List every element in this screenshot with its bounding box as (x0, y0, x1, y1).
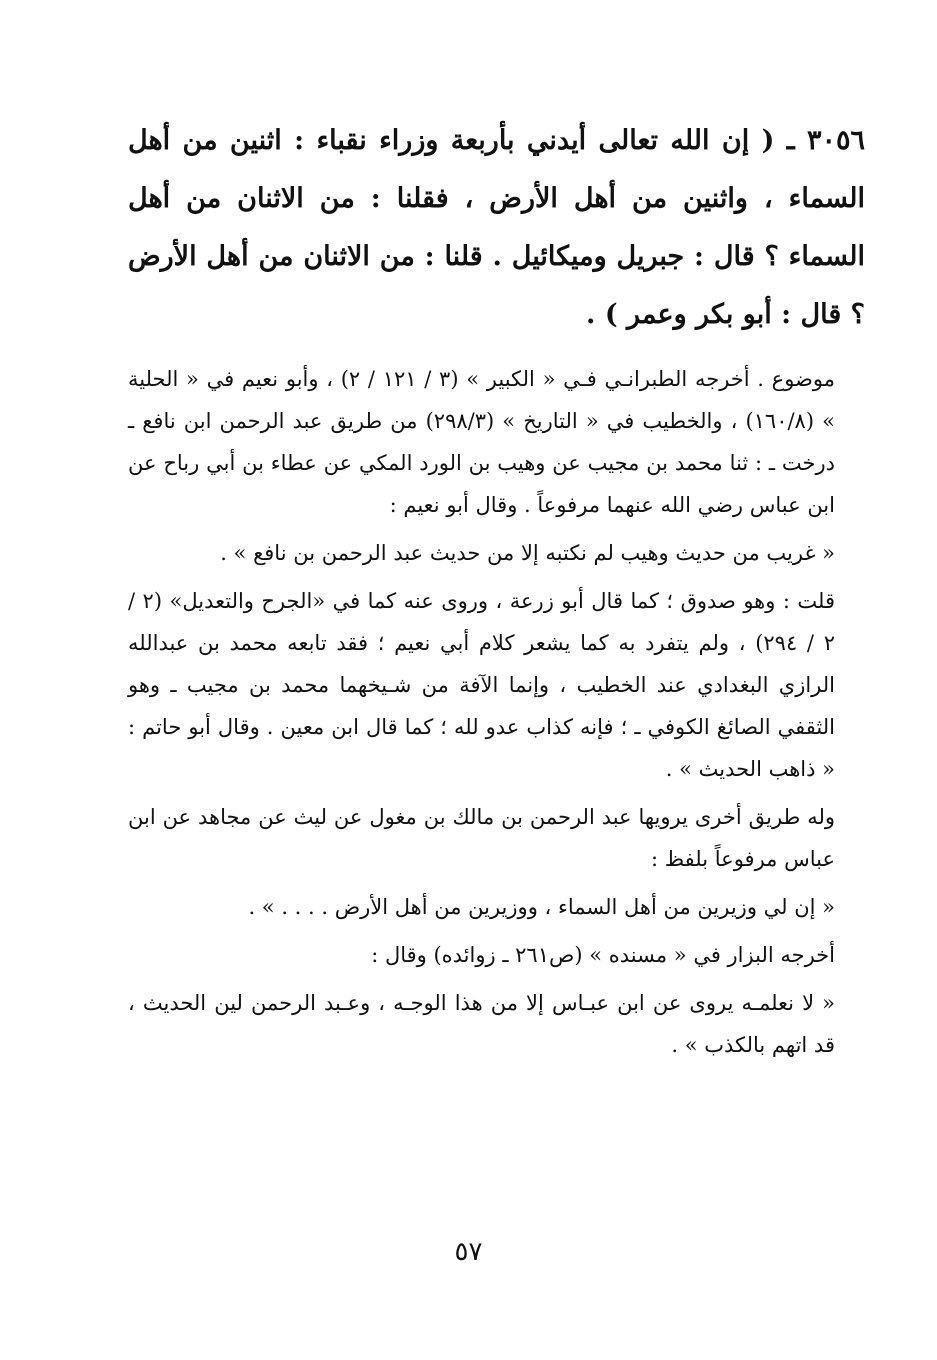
other-route-paragraph: وله طريق أخرى يرويها عبد الرحمن بن مالك بن مغول عن ليث عن مجاهد عن ابن عباس مرفوعاً بلفظ : (128, 805, 836, 871)
abu-nuaym-quote: « غريب من حديث وهيب لم نكتبه إلا من حديث عبد الرحمن بن نافع » . (220, 541, 835, 565)
page-number: ٥٧ (454, 1237, 483, 1267)
hadith-text: ٣٠٥٦ ـ ( إن الله تعالى أيدني بأربعة وزراء نقباء : اثنين من أهل السماء ، واثنين من أهل الأرض ، فقلنا : من الاثنان من أهل السماء ؟ قال : جبريل وميكائيل . قلنا : من الاثنان من أهل الأرض ؟ قال : أبو بكر وعمر ) . (128, 125, 865, 330)
page-body (128, 112, 865, 1072)
bazzar-quote: « لا نعلمـه يروى عن ابن عبـاس إلا من هذا الوجـه ، وعـبد الرحمن لين الحديث ، قد اتهم بالكذب » . (128, 991, 835, 1057)
alternate-wording-quote: « إن لي وزيرين من أهل السماء ، ووزيرين من أهل الأرض . . . . » . (248, 895, 835, 919)
commentary-paragraph: قلت : وهو صدوق ؛ كما قال أبو زرعة ، وروى عنه كما في «الجرح والتعديل» (٢ / ٢ / ٢٩٤) ، ولم يتفرد به كما يشعر كلام أبي نعيم ؛ فقد تابعه محمد بن عبدالله الرازي البغدادي عند الخطيب ، وإنما الآفة من شـيخهما محمد بن مجيب ـ وهو الثقفي الصائغ الكوفي ـ ؛ فإنه كذاب عدو لله ؛ كما قال ابن معين . وقال أبو حاتم : « ذاهب الحديث » . (128, 589, 835, 781)
takhrij-paragraph: موضوع . أخرجه الطبرانـي فـي « الكبير » (٣ / ١٢١ / ٢) ، وأبو نعيم في « الحلية » (١٦٠/٨) ، والخطيب في « التاريخ » (٢٩٨/٣) من طريق عبد الرحمن ابن نافع ـ درخت ـ : ثنا محمد بن مجيب عن وهيب بن الورد المكي عن عطاء بن أبي رباح عن ابن عباس رضي الله عنهما مرفوعاً . وقال أبو نعيم : (128, 367, 835, 517)
bazzar-paragraph: أخرجه البزار في « مسنده » (ص٢٦١ ـ زوائده) وقال : (371, 943, 835, 967)
